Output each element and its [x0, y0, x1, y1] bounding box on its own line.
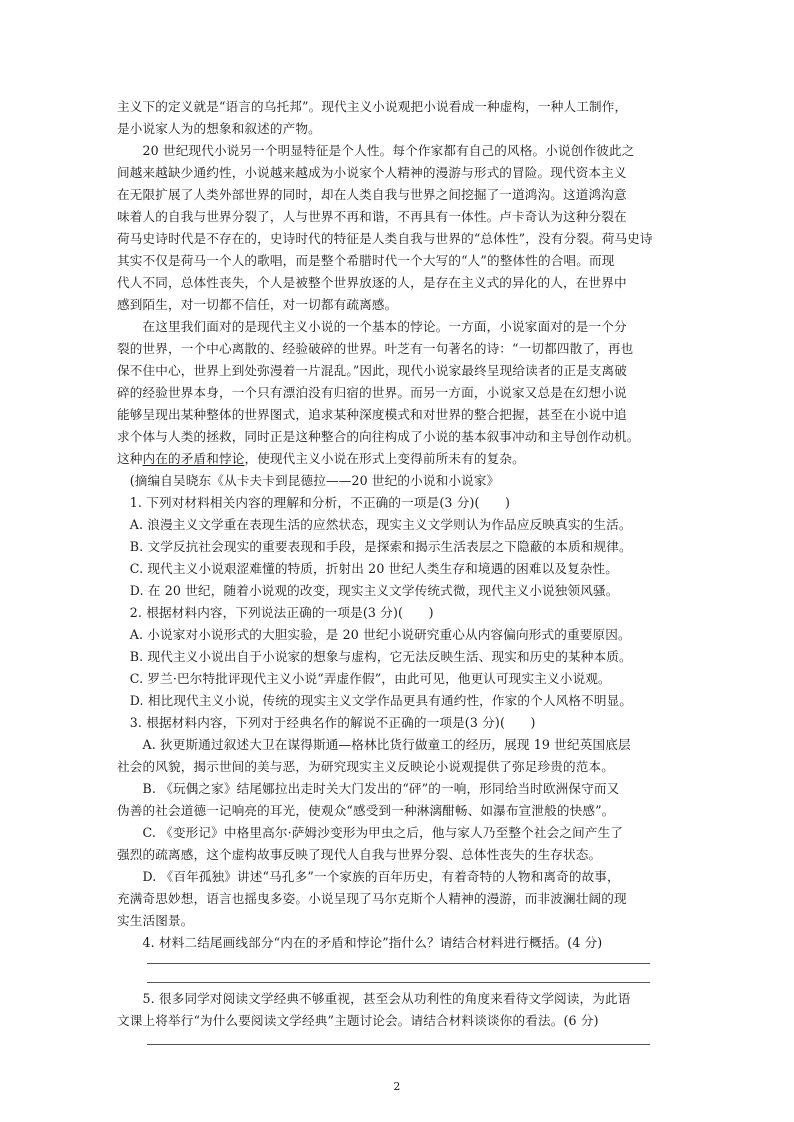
text-line: 主义下的定义就是“语言的乌托邦”。现代主义小说观把小说看成一种虚构，一种人工制作，	[117, 99, 628, 114]
question-5-stem: 5. 很多同学对阅读文学经典不够重视，甚至会从功利性的角度来看待文学阅读，为此语	[117, 991, 631, 1006]
question-1-option-b: B. 文学反抗社会现实的重要表现和手段，是探索和揭示生活表层之下隐蔽的本质和规律。	[117, 539, 632, 554]
text-line	[117, 450, 677, 468]
text-segment: ，使现代主义小说在形式上变得前所未有的复杂。	[244, 451, 525, 466]
question-5-stem: 文课上将举行“为什么要阅读文学经典”主题讨论会。请结合材料谈谈你的看法。(6 分)	[117, 1013, 599, 1028]
question-2-option-d: D. 相比现代主义小说，传统的现实主义文学作品更具有通约性，作家的个人风格不明显。	[117, 693, 633, 708]
question-2-option-a: A. 小说家对小说形式的大胆实验，是 20 世纪小说研究重心从内容偏向形式的重要原因。	[117, 627, 631, 642]
text-line: 裂的世界，一个中心离散的、经验破碎的世界。叶芝有一句著名的诗：“一切都四散了，再也	[117, 341, 634, 356]
question-1-option-a: A. 浪漫主义文学重在表现生活的应然状态，现实主义文学则认为作品应反映真实的生活。	[117, 517, 632, 532]
text-line: 感到陌生，对一切都不信任，对一切都有疏离感。	[117, 297, 398, 312]
text-line: 碎的经验世界本身，一个只有漂泊没有归宿的世界。而另一方面，小说家又总是在幻想小说	[117, 385, 627, 400]
text-segment: 这种	[117, 451, 143, 466]
question-1-option-c: C. 现代主义小说艰涩难懂的特质，折射出 20 世纪人类生存和境遇的困难以及复杂性。	[117, 561, 619, 576]
text-line: 代人不同，总体性丧失，个人是被整个世界放逐的人，是存在主义式的异化的人，在世界中	[117, 275, 627, 290]
text-line: 间越来越缺少通约性，小说越来越成为小说家个人精神的漫游与形式的冒险。现代资本主义	[117, 165, 627, 180]
answer-line[interactable]	[147, 1044, 650, 1045]
question-2-option-c: C. 罗兰·巴尔特批评现代主义小说“弄虚作假”，由此可见，他更认可现实主义小说观。	[117, 671, 611, 686]
question-3-option-d: D. 《百年孤独》讲述“马孔多”一个家族的百年历史，有着奇特的人物和离奇的故事，	[117, 869, 620, 884]
underlined-phrase: 内在的矛盾和悖论	[142, 451, 245, 466]
text-line: 保不住中心，世界上到处弥漫着一片混乱。”因此，现代小说家最终呈现给读者的正是支离破	[117, 363, 628, 378]
source-citation: (摘编自吴晓东《从卡夫卡到昆德拉——20 世纪的小说和小说家》	[117, 473, 500, 488]
question-3-option-c: 强烈的疏离感，这个虚构故事反映了现代人自我与世界分裂、总体性丧失的生存状态。	[117, 847, 602, 862]
answer-line[interactable]	[147, 982, 650, 983]
text-line: 在这里我们面对的是现代主义小说的一个基本的悖论。一方面，小说家面对的是一个分	[117, 319, 627, 334]
text-line: 荷马史诗时代是不存在的，史诗时代的特征是人类自我与世界的“总体性”，没有分裂。荷马史诗	[117, 231, 653, 246]
question-3-option-c: C. 《变形记》中格里高尔·萨姆沙变形为甲虫之后，他与家人乃至整个社会之间产生了	[117, 825, 624, 840]
answer-line[interactable]	[147, 963, 650, 964]
text-line: 求个体与人类的拯救，同时正是这种整合的向往构成了小说的基本叙事冲动和主导创作动机。	[117, 429, 640, 444]
question-2-stem: 2. 根据材料内容，下列说法正确的一项是(3 分)( )	[117, 605, 434, 620]
question-1-stem: 1. 下列对材料相关内容的理解和分析，不正确的一项是(3 分)( )	[117, 495, 511, 510]
text-line: 能够呈现出某种整体的世界图式，追求某种深度模式和对世界的整合把握，甚至在小说中追	[117, 407, 627, 422]
question-3-option-a: 社会的风貌，揭示世间的美与恶，为研究现实主义反映论小说观提供了弥足珍贵的范本。	[117, 759, 615, 774]
question-3-option-a: A. 狄更斯通过叙述大卫在谋得斯通—格林比货行做童工的经历，展现 19 世纪英国底层	[117, 737, 631, 752]
question-2-option-b: B. 现代主义小说出自于小说家的想象与虚构，它无法反映生活、现实和历史的某种本质。	[117, 649, 632, 664]
question-3-option-d: 实生活图景。	[117, 913, 194, 928]
question-3-option-d: 充满奇思妙想，语言也摇曳多姿。小说呈现了马尔克斯个人精神的漫游，而非波澜壮阔的现	[117, 891, 627, 906]
text-line: 是小说家人为的想象和叙述的产物。	[117, 121, 321, 136]
question-3-option-b: 伪善的社会道德一记响亮的耳光，使观众“感受到一种淋漓酣畅、如瀑布宣泄般的快感”。	[117, 803, 615, 818]
question-3-stem: 3. 根据材料内容，下列对于经典名作的解说不正确的一项是(3 分)( )	[117, 715, 536, 730]
question-4-stem: 4. 材料二结尾画线部分“内在的矛盾和悖论”指什么？请结合材料进行概括。(4 分)	[117, 935, 603, 950]
text-line: 20 世纪现代小说另一个明显特征是个人性。每个作家都有自己的风格。小说创作彼此之	[117, 143, 635, 158]
text-line: 在无限扩展了人类外部世界的同时，却在人类自我与世界之间挖掘了一道鸿沟。这道鸿沟意	[117, 187, 627, 202]
text-line: 味着人的自我与世界分裂了，人与世界不再和谐，不再具有一体性。卢卡奇认为这种分裂在	[117, 209, 627, 224]
text-line: 其实不仅是荷马一个人的歌唱，而是整个希腊时代一个大写的“人”的整体性的合唱。而现	[117, 253, 615, 268]
question-1-option-d: D. 在 20 世纪，随着小说观的改变，现实主义文学传统式微，现代主义小说独领风骚。	[117, 583, 619, 598]
page-number: 2	[393, 1080, 401, 1093]
question-3-option-b: B. 《玩偶之家》结尾娜拉出走时关大门发出的“砰”的一响，形同给当时欧洲保守而又	[117, 781, 620, 796]
